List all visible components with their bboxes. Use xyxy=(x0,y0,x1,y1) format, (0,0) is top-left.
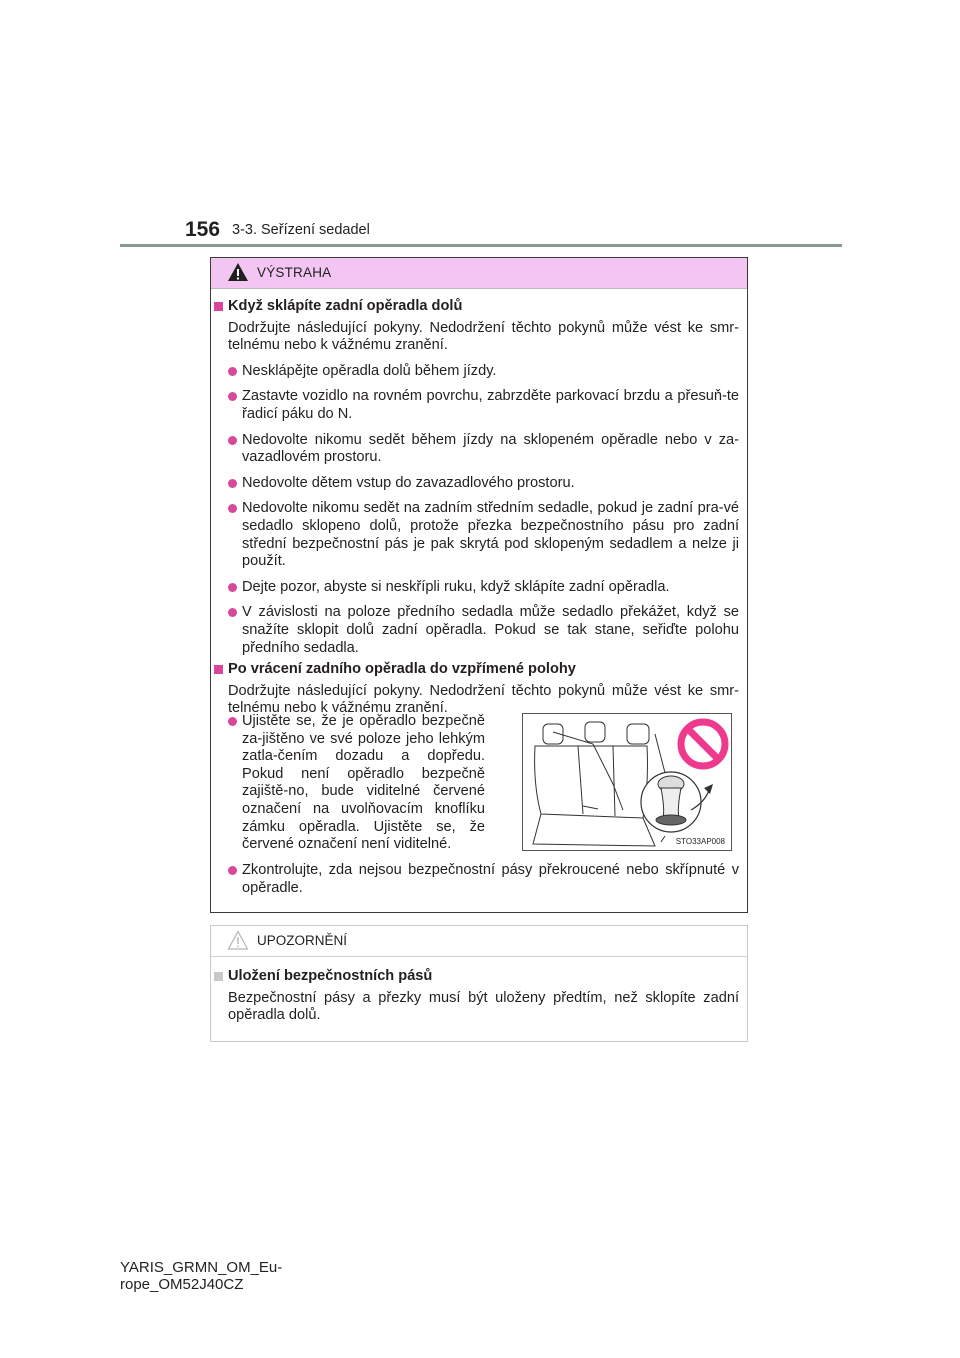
bullet-dot-icon xyxy=(228,479,237,488)
bullet-dot-icon xyxy=(228,392,237,401)
section-heading: Uložení bezpečnostních pásů xyxy=(211,968,747,986)
prohibited-icon xyxy=(681,722,725,766)
list-item: Zastavte vozidlo na rovném povrchu, zabrzděte parkovací brzdu a přesuň-te řadicí páku do N. xyxy=(211,388,747,423)
square-bullet-icon xyxy=(214,302,223,311)
caution-section xyxy=(211,968,747,1025)
list-item: Nedovolte nikomu sedět na zadním středním sedadle, pokud je zadní pra-vé sedadlo sklopeno dolů, protože přezka bezpečnostního pásu pro zadní střední bezpečnostní pás je pak skrytá pod sklopeným sedadlem a nelze ji použít. xyxy=(211,500,747,570)
release-knob-callout xyxy=(641,772,713,832)
seat-illustration xyxy=(522,713,732,851)
caution-header xyxy=(211,926,747,957)
square-bullet-icon xyxy=(214,665,223,674)
section-intro: Dodržujte následující pokyny. Nedodržení těchto pokynů může vést ke smr-telnému nebo k vážnému zranění. xyxy=(228,319,739,354)
page-number: 156 xyxy=(185,218,221,241)
list-item: Ujistěte se, že je opěradlo bezpečně za-jištěno ve své poloze jeho lehkým zatla-čením dozadu a dopředu. Pokud není opěradlo bezpečně zajiště-no, bude viditelné červené označení na uvolňovacím knoflíku zámku opěradla. Ujistěte se, že červené označení není viditelné. xyxy=(211,713,493,854)
bullet-dot-icon xyxy=(228,866,237,875)
square-bullet-icon xyxy=(214,972,223,981)
list-item: V závislosti na poloze předního sedadla může sedadlo překážet, když se snažíte sklopit dolů zadní opěradla. Pokud se tak stane, seřiďte polohu předního sedadla. xyxy=(211,604,747,657)
warning-label: VÝSTRAHA xyxy=(257,265,332,280)
bullet-dot-icon xyxy=(228,717,237,726)
footer-line-2: rope_OM52J40CZ xyxy=(120,1276,244,1293)
caution-text: Bezpečnostní pásy a přezky musí být uloženy předtím, než sklopíte zadní opěradla dolů. xyxy=(228,989,739,1024)
bullet-dot-icon xyxy=(228,504,237,513)
footer-line-1: YARIS_GRMN_OM_Eu- xyxy=(120,1259,283,1276)
caution-box xyxy=(210,925,748,1042)
bullet-dot-icon xyxy=(228,436,237,445)
warning-section-1 xyxy=(211,298,747,718)
figure-label: STO33AP008 xyxy=(675,837,725,846)
warning-last-bullet xyxy=(211,862,747,897)
list-item: Nedovolte dětem vstup do zavazadlového prostoru. xyxy=(211,475,747,493)
header-rule xyxy=(120,244,842,247)
bullet-dot-icon xyxy=(228,583,237,592)
rear-seat-drawing xyxy=(523,714,731,850)
warning-header xyxy=(211,258,747,289)
warning-triangle-icon xyxy=(227,262,249,282)
list-item: Nesklápějte opěradla dolů během jízdy. xyxy=(211,363,747,381)
caution-label: UPOZORNĚNÍ xyxy=(257,933,348,948)
warning-bullet-with-figure xyxy=(211,713,493,854)
list-item: Nedovolte nikomu sedět během jízdy na sklopeném opěradle nebo v za-vazadlovém prostoru. xyxy=(211,432,747,467)
document-footer xyxy=(120,1259,282,1293)
section-title: 3-3. Seřízení sedadel xyxy=(232,222,370,238)
list-item: Dejte pozor, abyste si neskřípli ruku, když sklápíte zadní opěradla. xyxy=(211,579,747,597)
caution-triangle-icon xyxy=(227,930,249,950)
section-heading: Když sklápíte zadní opěradla dolů xyxy=(211,298,747,316)
list-item: Zkontrolujte, zda nejsou bezpečnostní pásy překroucené nebo skřípnuté v opěradle. xyxy=(211,862,747,897)
bullet-dot-icon xyxy=(228,367,237,376)
section-intro: Dodržujte následující pokyny. Nedodržení těchto pokynů může vést ke smr-telnému nebo k vážnému zranění. xyxy=(228,682,739,717)
section-heading: Po vrácení zadního opěradla do vzpřímené polohy xyxy=(211,661,747,679)
bullet-dot-icon xyxy=(228,608,237,617)
